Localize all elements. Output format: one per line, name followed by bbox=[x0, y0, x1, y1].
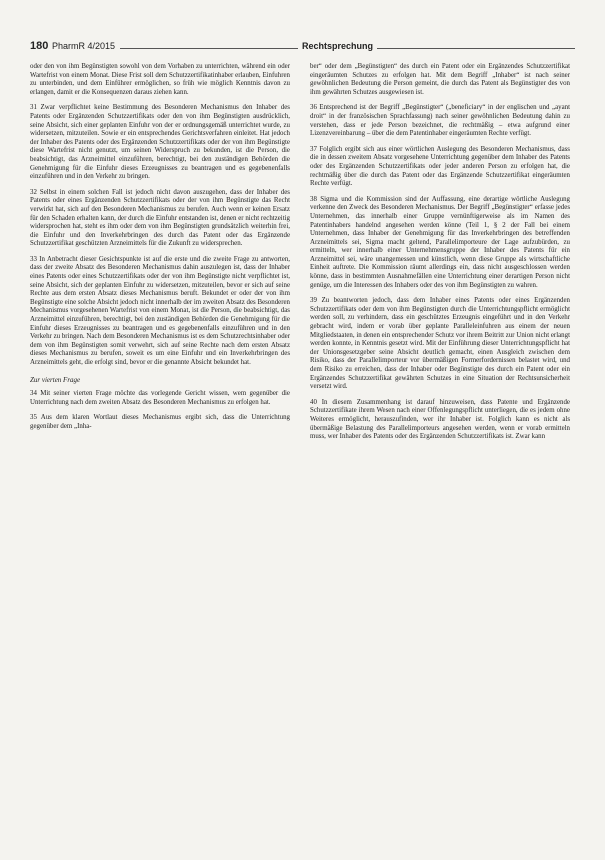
subheading: Zur vierten Frage bbox=[30, 375, 81, 384]
paragraph: oder den von ihm Begünstigten sowohl von dem Vorhaben zu unterrichten, während ein oder Wartefrist von einem Monat. Diese Frist soll dem Schutzzertifikatinhaber erlauben, Einfuhren zu unterbinden, und dem Einführer ermöglichen, so früh wie möglich Kenntnis davon zu erlangen, damit er die Konsequenzen daraus ziehen kann. bbox=[30, 63, 290, 96]
paragraph-37: 37 Folglich ergibt sich aus einer wörtlichen Auslegung des Besonderen Mechanismus, dass die in dessen zweitem Absatz vorgesehene Unterrichtung gegenüber dem Inhaber des Patents oder des Ergänzenden Schutzzertifikats oder jeder anderen Person zu erfolgen hat, die rechtmäßig über die durch das Patent oder das Ergänzende Schutzzertifikat eingeräumten Rechte verfügt. bbox=[310, 145, 570, 188]
paragraph-38: 38 Sigma und die Kommission sind der Auffassung, eine derartige wörtliche Auslegung verkenne den Zweck des Besonderen Mechanismus. Der Begriff „Begünstigter“ erfasse jedes Unternehmen, das innerhalb einer Gruppe vernünftigerweise als im Namen des Patentinhabers handelnd angesehen werden könne (Teil 1, § 2 der Fall bei einem Unternehmen, dass Inhaber der Genehmigung für das Inverkehrbringen des betreffenden Arzneimittels sei, Sigma macht geltend, Parallelimporteure der Lage aufzubürden, zu ermitteln, wer innerhalb einer Unternehmensgruppe der Inhaber des Patents für ein Arzneimittel sei, wäre unangemessen und künstlich, wenn diese Gruppe als wirtschaftliche Einheit auftrete. Die Kommission räumt allerdings ein, dass nicht ausgeschlossen werden könne, dass in bestimmten Ausnahmefällen eine Unterrichtung einer derartigen Person nicht genüge, um die Interessen des Inhabers oder des von ihm Begünstigten zu wahren. bbox=[310, 195, 570, 289]
paragraph-31: 31 Zwar verpflichtet keine Bestimmung des Besonderen Mechanismus den Inhaber des Patents oder Ergänzenden Schutzzertifikats oder den von ihm Begünstigten ausdrücklich, seine Absicht, sich einer geplanten Einfuhr von der er ordnungsgemäß unterrichtet wurde, zu widersetzen, mitzuteilen. Sowie er ein entsprechendes Gerichtsverfahren einleitet. Hat jedoch der Inhaber des Patents oder des Ergänzenden Schutzzertifikats oder der von ihm Begünstigte diese Wartefrist nicht genutzt, um seinen Widerspruch zu bekunden, ist die Person, die beabsichtigt, das Arzneimittel einzuführen, berechtigt, bei den zuständigen Behörden die Genehmigung für die Einfuhr dieses Erzeugnisses zu beantragen und es gegebenenfalls einzuführen und in den Verkehr zu bringen. bbox=[30, 104, 290, 181]
paragraph-34: 34 Mit seiner vierten Frage möchte das vorlegende Gericht wissen, wem gegenüber die Unterrichtung nach dem zweiten Absatz des Besonderen Mechanismus zu erfolgen hat. bbox=[30, 390, 290, 406]
paragraph-40: 40 In diesem Zusammenhang ist darauf hinzuweisen, dass Patente und Ergänzende Schutzzertifikate ihrem Wesen nach einer Offenlegungspflicht unterliegen, die es jedem ohne Weiteres ermöglicht, herauszufinden, wer ihr Inhaber ist. Folglich kann es nicht als übermäßige Belastung des Parallelimporteurs angesehen werden, wenn er vorab ermitteln muss, wer Inhaber des Patents oder des Ergänzenden Schutzzertifikats ist. Zwar kann bbox=[310, 398, 570, 441]
paragraph-35: 35 Aus dem klaren Wortlaut dieses Mechanismus ergibt sich, dass die Unterrichtung gegenüber dem „Inha- bbox=[30, 414, 290, 430]
page-number: 180 bbox=[30, 40, 49, 52]
paragraph-39: 39 Zu beantworten jedoch, dass dem Inhaber eines Patents oder eines Ergänzenden Schutzzertifikats oder dem von ihm Begünstigten durch die Unterrichtungspflicht ermöglicht werden soll, zu verhindern, dass ein geschütztes Erzeugnis eingeführt und in den Verkehr gebracht wird, indem er vorab über geplante Paralleleinfuhren aus einem der neuen Mitgliedstaaten, in denen ein entsprechender Schutz vor ihrem Beitritt zur Union nicht erlangt werden konnte, in Kenntnis gesetzt wird. Mit der Einführung dieser Unterrichtungspflicht hat der Unionsgesetzgeber seine Absicht deutlich gemacht, einen Ausgleich zwischen dem Risiko, dass der Parallelimporteur vor übermäßigen Formerfordernissen belastet wird, und dem Risiko zu erreichen, dass der Inhaber oder Begünstigte des durch ein Patent oder ein Ergänzendes Schutzzertifikat gewährten Schutzes in eine Situation der Rechtsunsicherheit versetzt wird. bbox=[310, 297, 570, 391]
paragraph-33: 33 In Anbetracht dieser Gesichtspunkte ist auf die erste und die zweite Frage zu antworten, dass der zweite Absatz des Besonderen Mechanismus dahin auszulegen ist, dass der Inhaber eines Patents oder eines Schutzzertifikats oder der von ihm Begünstigte nicht verpflichtet ist, seine Absicht, sich der geplanten Einfuhr zu widersetzen, mitzuteilen, bevor er sich auf seine Rechte aus dem ersten Absatz dieses Mechanismus beruft. Bekundet er oder der von ihm Begünstigte eine solche Absicht jedoch nicht innerhalb der im zweiten Absatz des Besonderen Mechanismus vorgesehenen Wartefrist von einem Monat, ist die Person, die beabsichtigt, das Arzneimittel einzuführen, berechtigt, bei den zuständigen Behörden die Genehmigung für die Einfuhr dieses Erzeugnisses zu beantragen und es gegebenenfalls einzuführen und in den Verkehr zu bringen. Nach dem Besonderen Mechanismus ist es dem Schutzrechtsinhaber oder dem von ihm Begünstigten somit verwehrt, sich auf seine Rechte nach dem ersten Absatz dieses Mechanismus zu berufen, soweit es um eine Einfuhr und ein Inverkehrbringen des Arzneimittels geht, die erfolgt sind, bevor er die genannte Absicht bekundet hat. bbox=[30, 255, 290, 366]
page-header bbox=[30, 40, 575, 56]
left-column bbox=[30, 63, 290, 439]
paragraph-36: 36 Entsprechend ist der Begriff „Begünstigter“ („beneficiary“ in der englischen und „ayant droit“ in der französischen Sprachfassung) nach seiner gewöhnlichen Bedeutung dahin zu verstehen, dass er jede Person bezeichnet, die rechtmäßig – etwa aufgrund einer Lizenzvereinbarung – über die dem Patentinhaber eingeräumten Rechte verfügt. bbox=[310, 104, 570, 138]
right-column bbox=[310, 63, 570, 449]
journal-citation: PharmR 4/2015 bbox=[52, 41, 116, 51]
section-title: Rechtsprechung bbox=[298, 41, 377, 51]
paragraph: ber“ oder dem „Begünstigten“ des durch ein Patent oder ein Ergänzendes Schutzzertifikat eingeräumten Schutzes zu erfolgen hat. Mit dem Begriff „Inhaber“ ist nach seiner gewöhnlichen Bedeutung die Person gemeint, die durch das Patent als Begünstigter des von ihm gewährten Schutzes ausgewiesen ist. bbox=[310, 63, 570, 96]
paragraph-32: 32 Selbst in einem solchen Fall ist jedoch nicht davon auszugehen, dass der Inhaber des Patents oder eines Ergänzenden Schutzzertifikats oder der von ihm Begünstigte das Recht verwirkt hat, sich auf den Besonderen Mechanismus zu berufen. Auch wenn er keinen Ersatz für den Schaden erhalten kann, der durch die Einfuhr entstanden ist, denen er nicht rechtzeitig widersprochen hat, steht es ihm oder dem von ihm Begünstigten grundsätzlich weiterhin frei, die Einfuhr und den Inverkehrbringen des durch das Patent oder das Ergänzende Schutzzertifikat geschützten Arzneimittels für die Zukunft zu widersprechen. bbox=[30, 188, 290, 248]
